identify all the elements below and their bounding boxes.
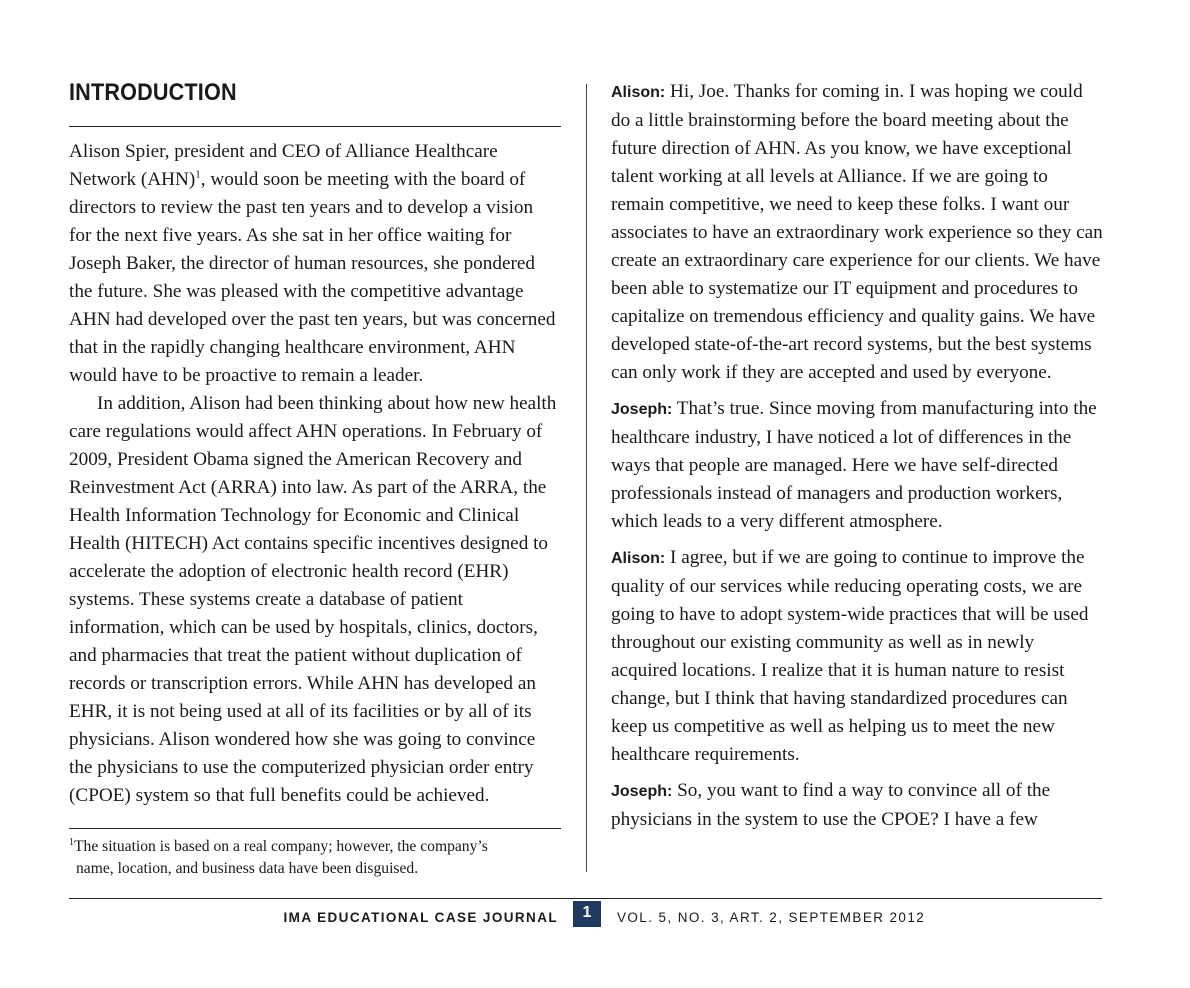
dialogue-text: Hi, Joe. Thanks for coming in. I was hoping we could do a little brainstorming before the board meeting about the future direction of AHN. As you know, we have exceptional talent working at all levels at Alliance. If we are going to remain competitive, we need to keep these folks. I want our associates to have an extraordinary work experience so they can create an extraordinary care experience for our clients. We have been able to systematize our IT equipment and procedures to capitalize on tremendous efficiency and quality gains. We have developed state-of-the-art record systems, but the best systems can only work if they are accepted and used by everyone. [611, 81, 1103, 383]
paragraph-1-start: Alison Spier, president and CEO of Alliance Healthcare Network (AHN) [69, 141, 498, 190]
issue-info: VOL. 5, NO. 3, ART. 2, SEPTEMBER 2012 [617, 910, 926, 925]
heading-rule [69, 126, 561, 127]
footer-rule [69, 898, 1102, 899]
paragraph-1-rest: , would soon be meeting with the board of directors to review the past ten years and to develop a vision for the next five years. As she sat in her office waiting for Joseph Baker, the director of human resources, she pondered the future. She was pleased with the competitive advantage AHN had developed over the past ten years, but was concerned that in the rapidly changing healthcare environment, AHN would have to be proactive to remain a leader. [69, 169, 556, 386]
speaker-name: Joseph: [611, 401, 673, 418]
page-footer [0, 901, 1190, 931]
footnote [69, 836, 549, 880]
speaker-name: Alison: [611, 84, 666, 101]
journal-title: IMA EDUCATIONAL CASE JOURNAL [283, 910, 558, 925]
footnote-reference: 1 [195, 168, 201, 181]
footnote-mark: 1 [69, 836, 74, 848]
dialogue-entry [611, 544, 1103, 769]
intro-paragraph-1 [69, 138, 561, 390]
dialogue-entry [611, 78, 1103, 387]
column-divider [586, 84, 587, 872]
footnote-line-1: The situation is based on a real company; however, the company’s [74, 838, 488, 855]
section-heading: INTRODUCTION [69, 79, 237, 106]
footnote-rule [69, 828, 561, 829]
speaker-name: Alison: [611, 550, 666, 567]
speaker-name: Joseph: [611, 783, 673, 800]
left-column [69, 78, 561, 810]
footnote-line-2: name, location, and business data have been disguised. [76, 860, 419, 877]
intro-paragraph-2: In addition, Alison had been thinking about how new health care regulations would affect AHN operations. In February of 2009, President Obama signed the American Recovery and Reinvestment Act (ARRA) into law. As part of the ARRA, the Health Information Technology for Economic and Clinical Health (HITECH) Act contains specific incentives designed to accelerate the adoption of electronic health record (EHR) systems. These systems create a database of patient information, which can be used by hospitals, clinics, doctors, and pharmacies that treat the patient without duplication of records or transcription errors. While AHN has developed an EHR, it is not being used at all of its facilities or by all of its physicians. Alison wondered how she was going to convince the physicians to use the computerized physician order entry (CPOE) system so that full benefits could be achieved. [69, 393, 557, 806]
dialogue-text: That’s true. Since moving from manufacturing into the healthcare industry, I have noticed a lot of differences in the ways that people are managed. Here we have self-directed professionals instead of managers and production workers, which leads to a very different atmosphere. [611, 398, 1097, 532]
dialogue-entry [611, 395, 1103, 536]
right-column [611, 78, 1103, 842]
dialogue-entry [611, 777, 1103, 834]
dialogue-text: So, you want to find a way to convince all of the physicians in the system to use the CPOE? I have a few [611, 780, 1051, 830]
dialogue-text: I agree, but if we are going to continue to improve the quality of our services while reducing operating costs, we are going to have to adopt system-wide practices that will be used throughout our existing community as well as in newly acquired locations. I realize that it is human nature to resist change, but I think that having standardized procedures can keep us competitive as well as helping us to meet the new healthcare requirements. [611, 547, 1089, 765]
page-number-badge: 1 [573, 901, 601, 927]
